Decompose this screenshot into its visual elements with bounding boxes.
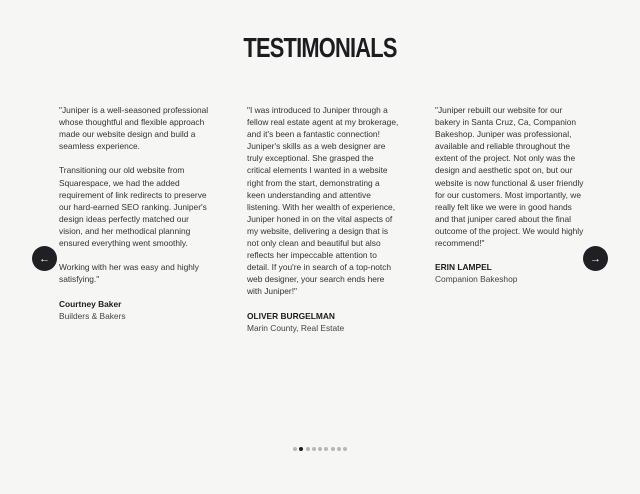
quote-line: Squarespace, we had the added (59, 177, 180, 188)
pagination-dot[interactable] (343, 447, 347, 451)
quote-line: design ideas perfectly matched our (59, 213, 189, 224)
quote-line: Juniper's skills as a web designer are (247, 141, 386, 152)
quote-line: critical elements I wanted in a website (247, 165, 388, 176)
pagination-dots (293, 447, 347, 451)
quote-line: Bakeshop. Juniper was professional, (435, 129, 572, 140)
quote-line: whose thoughtful and flexible approach (59, 117, 205, 128)
quote-line: fellow real estate agent at my brokerage, (247, 117, 399, 128)
quote-line: outcome of the project. We would highly (435, 225, 584, 236)
quote-line: ensured everything went smoothly. (59, 238, 188, 249)
pagination-dot[interactable] (306, 447, 310, 451)
quote-line: with Juniper!" (247, 286, 297, 297)
pagination-dot[interactable] (318, 447, 322, 451)
testimonial-card (247, 104, 417, 334)
quote-line: vision, and her methodical planning (59, 225, 191, 236)
quote-line: not only clean and beautiful but also (247, 238, 381, 249)
testimonial-quote (59, 261, 229, 285)
quote-line: "I was introduced to Juniper through a (247, 105, 388, 115)
testimonial-card (59, 104, 229, 322)
quote-line: made our website design and build a (59, 129, 196, 140)
testimonial-quote (59, 104, 229, 152)
quote-line: Working with her was easy and highly (59, 262, 199, 273)
quote-line: "Juniper is a well-seasoned professional (59, 105, 209, 115)
pagination-dot[interactable] (293, 447, 297, 451)
pagination-dot[interactable] (337, 447, 341, 451)
quote-line: for our customers. Most importantly, we (435, 189, 581, 200)
section-title: TESTIMONIALS (243, 32, 397, 63)
pagination-dot[interactable] (324, 447, 328, 451)
testimonial-card (435, 104, 605, 285)
quote-line: satisfying." (59, 274, 100, 285)
quote-line: Juniper honed in on the vital aspects of (247, 213, 393, 224)
quote-line: website is now functional & user friendly (435, 177, 584, 188)
author-company: Builders & Bakers (59, 310, 126, 321)
quote-line: and that juniper cared about the final (435, 213, 571, 224)
quote-line: web designer, your search ends here (247, 274, 385, 285)
author-company: Marin County, Real Estate (247, 322, 345, 333)
quote-line: recommend!" (435, 238, 485, 249)
testimonial-quote (435, 104, 605, 249)
quote-line: truly exceptional. She grasped the (247, 153, 374, 164)
quote-line: design and aesthetic spot on, but our (435, 165, 573, 176)
quote-line: bakery in Santa Cruz, Ca, Companion (435, 117, 577, 128)
quote-line: requirement of link redirects to preserve (59, 189, 207, 200)
author-name: OLIVER BURGELMAN (247, 310, 335, 321)
quote-line: my website, delivering a design that is (247, 225, 389, 236)
quote-line: listening. With her wealth of experience, (247, 201, 396, 212)
quote-line: seamless experience. (59, 141, 140, 152)
pagination-dot[interactable] (312, 447, 316, 451)
pagination-dot[interactable] (299, 447, 303, 451)
author-name: ERIN LAMPEL (435, 262, 492, 273)
quote-line: Transitioning our old website from (59, 165, 185, 176)
quote-line: "Juniper rebuilt our website for our (435, 105, 563, 115)
arrow-right-icon: → (590, 252, 601, 265)
testimonial-quote (247, 104, 417, 298)
arrow-left-icon: ← (39, 252, 50, 265)
quote-line: really felt like we were in good hands (435, 201, 572, 212)
testimonial-quote (59, 164, 229, 249)
quote-line: available and reliable throughout the (435, 141, 571, 152)
quote-line: extent of the project. Not only was the (435, 153, 576, 164)
quote-line: and it's been a fantastic connection! (247, 129, 380, 140)
quote-line: detail. If you're in search of a top-notch (247, 262, 392, 273)
quote-line: keen understanding and attentive (247, 189, 371, 200)
author-company: Companion Bakeshop (435, 274, 518, 285)
quote-line: our hard-earned SEO ranking. Juniper's (59, 201, 207, 212)
previous-button[interactable] (32, 246, 57, 271)
quote-line: right from the start, demonstrating a (247, 177, 380, 188)
quote-line: reflects her impeccable attention to (247, 250, 377, 261)
next-button[interactable] (583, 246, 608, 271)
pagination-dot[interactable] (331, 447, 335, 451)
author-name: Courtney Baker (59, 298, 122, 309)
